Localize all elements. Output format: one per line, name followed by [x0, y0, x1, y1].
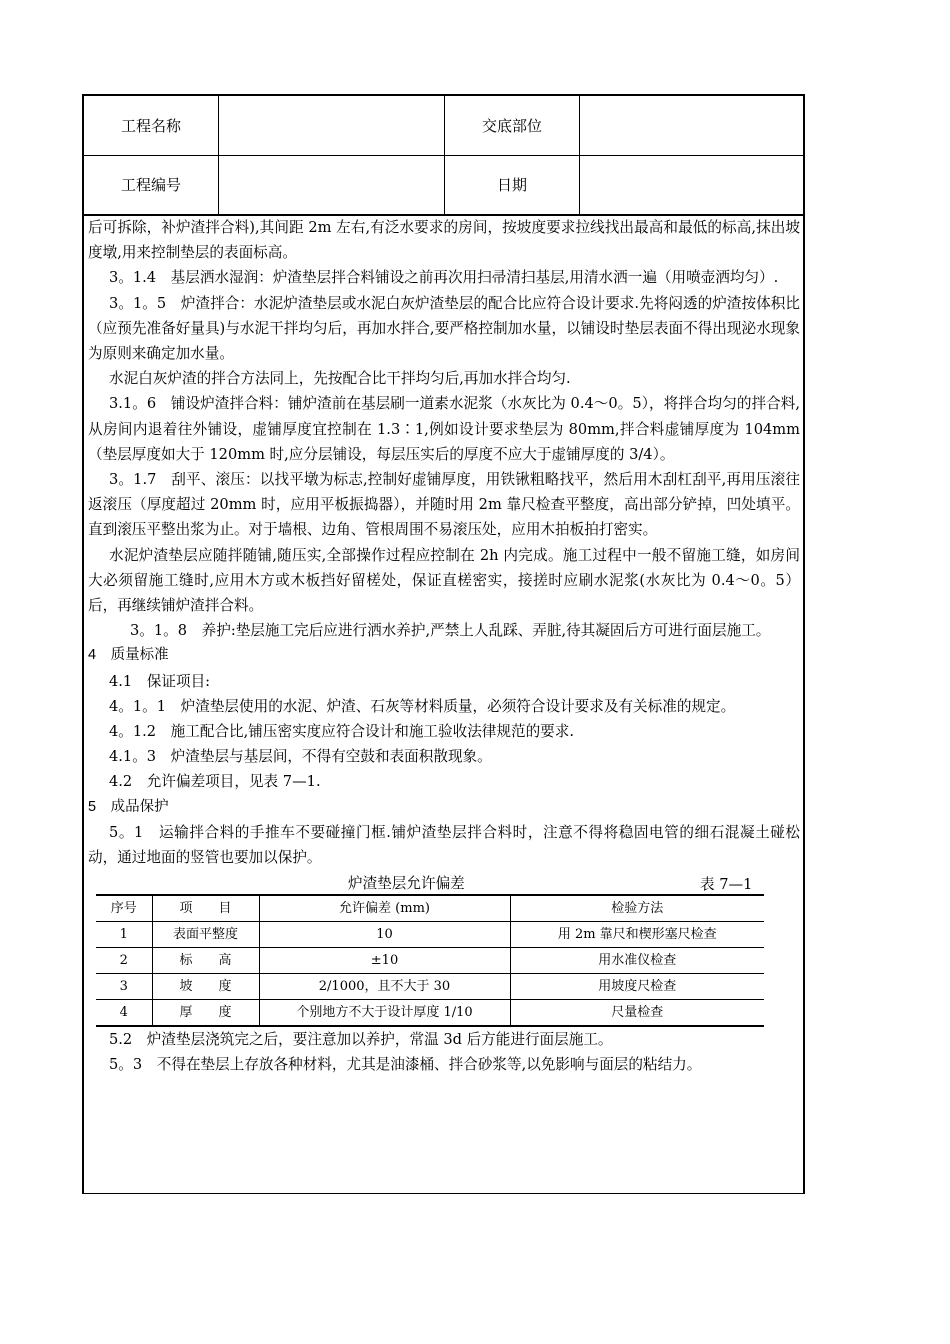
section-heading-4: 4 质量标准 [88, 647, 169, 664]
header-row-1 [84, 96, 803, 156]
disclosure-part-value [580, 96, 805, 155]
paragraph-5-3: 5。3 不得在垫层上存放各种材料，尤其是油漆桶、拌合砂浆等,以免影响与面层的粘结力。 [109, 1056, 702, 1074]
table-header-cell: 序号 [96, 895, 152, 922]
table-cell: 标 高 [152, 948, 259, 974]
disclosure-part-label: 交底部位 [445, 96, 580, 155]
paragraph: 后可拆除，补炉渣拌合料),其间距 2m 左右,有泛水要求的房间，按坡度要求拉线找出最高和最低的标高,抹出坡度墩,用来控制垫层的表面标高。 [88, 219, 800, 262]
table-cell: 用 2m 靠尺和楔形塞尺检查 [510, 922, 764, 948]
table-number: 表 7—1 [700, 876, 753, 894]
table-cell: 用坡度尺检查 [510, 974, 764, 1000]
project-name-label: 工程名称 [84, 96, 219, 155]
table-row [96, 1000, 764, 1027]
paragraph-4-1-1: 4。1。1 炉渣垫层使用的水泥、炉渣、石灰等材料质量，必须符合设计要求及有关标准的规定。 [109, 697, 736, 715]
paragraph-5-2: 5.2 炉渣垫层浇筑完之后，要注意加以养护，常温 3d 后方能进行面层施工。 [109, 1031, 613, 1049]
paragraph-3-1-5: 3。1。5 炉渣拌合：水泥炉渣垫层或水泥白灰炉渣垫层的配合比应符合设计要求.先将闷透的炉渣按体积比（应预先准备好量具)与水泥干拌均匀后，再加水拌合,要严格控制加水量，以铺设时垫层表面不得出现泌水现象为原则来确定加水量。 [88, 294, 800, 363]
table-cell: 10 [259, 922, 510, 948]
section-heading-5: 5 成品保护 [88, 798, 169, 815]
table-header-cell: 允许偏差 (mm) [259, 895, 510, 922]
table-cell: 2/1000，且不大于 30 [259, 974, 510, 1000]
table-cell: 表面平整度 [152, 922, 259, 948]
project-no-label: 工程编号 [84, 155, 219, 214]
table-cell: 4 [96, 1000, 152, 1027]
paragraph-3-1-7: 3。1.7 刮平、滚压：以找平墩为标志,控制好虚铺厚度，用铁锹粗略找平，然后用木刮杠刮平,再用压滚往返滚压（厚度超过 20mm 时，应用平板振捣器），并随时用 2m 靠尺检查平整度，高出部分铲掉，凹处填平。直到滚压平整出浆为止。对于墙根、边角、管根周围不易滚压处，应用木拍板拍打密实。 [88, 471, 800, 539]
deviation-table [96, 894, 764, 1027]
table-header-cell: 检验方法 [510, 895, 764, 922]
paragraph-3-1-6: 3.1。6 铺设炉渣拌合料：铺炉渣前在基层刷一道素水泥浆（水灰比为 0.4～0。5），将拌合均匀的拌合料,从房间内退着往外铺设，虚铺厚度宜控制在 1.3∶1,例如设计要求垫层为 80mm,拌合料虚铺厚度为 104mm（垫层厚度如大于 120mm 时,应分层铺设，每层压实后的厚度不应大于虚铺厚度的 3/4）。 [88, 395, 800, 463]
table-title: 炉渣垫层允许偏差 [348, 876, 465, 893]
table-cell: ±10 [259, 948, 510, 974]
table-header-cell: 项 目 [152, 895, 259, 922]
table-row [96, 948, 764, 974]
paragraph-5-1: 5。1 运输拌合料的手推车不要碰撞门框.铺炉渣垫层拌合料时，注意不得将稳固电管的细石混凝土碰松动，通过地面的竖管也要加以保护。 [88, 823, 800, 867]
table-cell: 个别地方不大于设计厚度 1/10 [259, 1000, 510, 1027]
project-name-value [219, 96, 445, 155]
table-cell: 2 [96, 948, 152, 974]
paragraph: 水泥炉渣垫层应随拌随铺,随压实,全部操作过程应控制在 2h 内完成。施工过程中一般不留施工缝，如房间大必须留施工缝时,应用木方或木板挡好留槎处，保证直槎密实，接搓时应刷水泥浆(水灰比为 0.4～0。5）后，再继续铺炉渣拌合料。 [88, 546, 800, 615]
paragraph-3-1-4: 3。1.4 基层洒水湿润：炉渣垫层拌合料铺设之前再次用扫帚清扫基层,用清水洒一遍（用喷壶洒均匀）. [109, 269, 779, 287]
document-body [88, 215, 800, 1078]
table-cell: 3 [96, 974, 152, 1000]
date-value [580, 155, 805, 214]
document-frame [82, 94, 805, 1194]
project-no-value [219, 155, 445, 214]
paragraph-4-1: 4.1 保证项目: [109, 672, 211, 690]
table-cell: 1 [96, 922, 152, 948]
paragraph-4-1-3: 4.1。3 炉渣垫层与基层间，不得有空鼓和表面积散现象。 [109, 748, 492, 766]
table-row [96, 922, 764, 948]
table-cell: 厚 度 [152, 1000, 259, 1027]
table-cell: 坡 度 [152, 974, 259, 1000]
table-cell: 尺量检查 [510, 1000, 764, 1027]
table-row [96, 974, 764, 1000]
header-row-2 [84, 155, 803, 216]
table-cell: 用水准仪检查 [510, 948, 764, 974]
date-label: 日期 [445, 155, 580, 214]
paragraph-4-2: 4.2 允许偏差项目，见表 7—1. [109, 773, 321, 791]
paragraph-3-1-8: 3。1。8 养护:垫层施工完后应进行洒水养护,严禁上人乱踩、弄脏,待其凝固后方可进行面层施工。 [130, 622, 771, 640]
paragraph: 水泥白灰炉渣的拌合方法同上，先按配合比干拌均匀后,再加水拌合均匀. [109, 370, 571, 388]
paragraph-4-1-2: 4。1.2 施工配合比,铺压密实度应符合设计和施工验收法律规范的要求. [109, 723, 574, 741]
table-header-row [96, 895, 764, 922]
table-caption [88, 870, 800, 894]
